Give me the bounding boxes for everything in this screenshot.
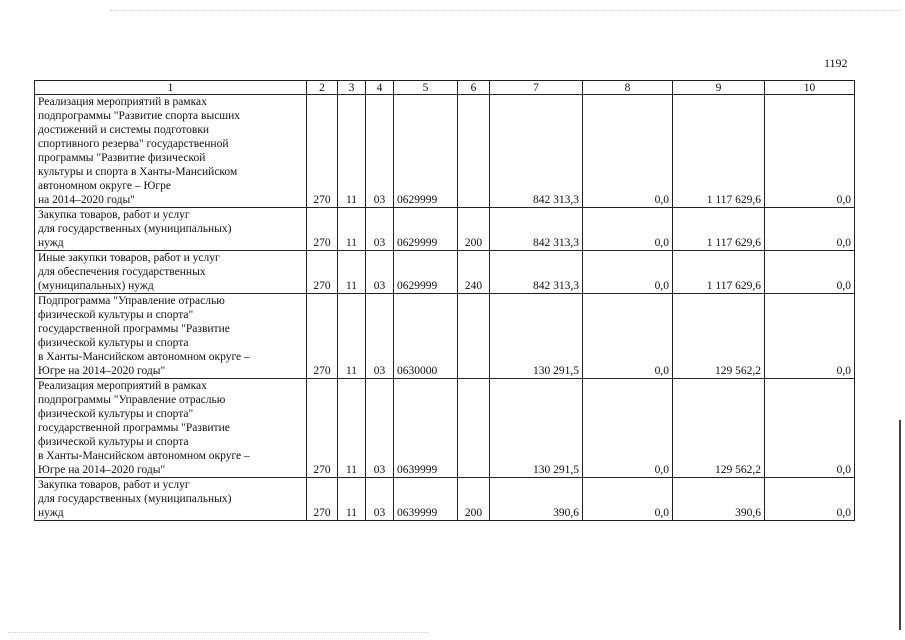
row-name-cell: Закупка товаров, работ и услуг для государственных (муниципальных) нужд [35,478,307,521]
value-cell-c10: 0,0 [765,95,855,208]
value-cell-c9: 129 562,2 [673,294,765,379]
column-header: 5 [394,81,458,95]
value-cell-c9: 1 117 629,6 [673,251,765,294]
column-header: 4 [366,81,394,95]
table-row [35,294,855,379]
value-cell-c9: 1 117 629,6 [673,208,765,251]
value-cell-c7: 842 313,3 [490,95,583,208]
value-cell-c3: 11 [338,95,366,208]
value-cell-c10: 0,0 [765,251,855,294]
value-cell-c2: 270 [307,478,338,521]
column-header: 6 [458,81,490,95]
value-cell-c8: 0,0 [583,251,673,294]
value-cell-c5: 0629999 [394,95,458,208]
row-name-cell: Закупка товаров, работ и услуг для государственных (муниципальных) нужд [35,208,307,251]
value-cell-c4: 03 [366,294,394,379]
column-header: 7 [490,81,583,95]
value-cell-c8: 0,0 [583,95,673,208]
value-cell-c3: 11 [338,294,366,379]
scan-artifact-top [110,10,900,13]
value-cell-c7: 130 291,5 [490,379,583,478]
value-cell-c2: 270 [307,251,338,294]
value-cell-c2: 270 [307,379,338,478]
column-header: 2 [307,81,338,95]
value-cell-c6: 200 [458,478,490,521]
table-row [35,95,855,208]
row-name-cell: Реализация мероприятий в рамках подпрограммы "Управление отраслью физической культуры и спорта" государственной программы "Развитие физической культуры и спорта в Ханты-Мансийском автономном округе – Югре на 2014–2020 годы" [35,379,307,478]
value-cell-c4: 03 [366,251,394,294]
value-cell-c2: 270 [307,294,338,379]
budget-table [34,80,855,521]
column-header: 8 [583,81,673,95]
value-cell-c7: 842 313,3 [490,208,583,251]
column-header: 1 [35,81,307,95]
value-cell-c5: 0629999 [394,251,458,294]
value-cell-c7: 842 313,3 [490,251,583,294]
value-cell-c3: 11 [338,478,366,521]
value-cell-c5: 0639999 [394,478,458,521]
value-cell-c10: 0,0 [765,379,855,478]
row-name-cell: Реализация мероприятий в рамках подпрограммы "Развитие спорта высших достижений и системы подготовки спортивного резерва" государственной программы "Развитие физической культуры и спорта в Ханты-Мансийском автономном округе – Югре на 2014–2020 годы" [35,95,307,208]
value-cell-c8: 0,0 [583,379,673,478]
value-cell-c7: 130 291,5 [490,294,583,379]
value-cell-c4: 03 [366,208,394,251]
value-cell-c8: 0,0 [583,294,673,379]
table-row [35,478,855,521]
value-cell-c6 [458,379,490,478]
value-cell-c4: 03 [366,478,394,521]
table-row [35,251,855,294]
table-row [35,208,855,251]
scan-edge-line [899,420,901,630]
value-cell-c6 [458,294,490,379]
value-cell-c10: 0,0 [765,294,855,379]
table-row [35,379,855,478]
page-number: 1192 [824,56,848,70]
value-cell-c9: 390,6 [673,478,765,521]
value-cell-c10: 0,0 [765,478,855,521]
row-name-cell: Иные закупки товаров, работ и услуг для обеспечения государственных (муниципальных) нужд [35,251,307,294]
column-header: 3 [338,81,366,95]
value-cell-c8: 0,0 [583,208,673,251]
value-cell-c3: 11 [338,251,366,294]
value-cell-c6: 240 [458,251,490,294]
column-header: 9 [673,81,765,95]
value-cell-c8: 0,0 [583,478,673,521]
value-cell-c5: 0639999 [394,379,458,478]
value-cell-c4: 03 [366,95,394,208]
value-cell-c6: 200 [458,208,490,251]
value-cell-c2: 270 [307,208,338,251]
value-cell-c9: 1 117 629,6 [673,95,765,208]
value-cell-c5: 0630000 [394,294,458,379]
column-header: 10 [765,81,855,95]
value-cell-c7: 390,6 [490,478,583,521]
table-header-row [35,81,855,95]
value-cell-c3: 11 [338,379,366,478]
value-cell-c3: 11 [338,208,366,251]
scan-artifact-bottom [8,632,428,635]
value-cell-c9: 129 562,2 [673,379,765,478]
value-cell-c6 [458,95,490,208]
row-name-cell: Подпрограмма "Управление отраслью физической культуры и спорта" государственной программы "Развитие физической культуры и спорта в Ханты-Мансийском автономном округе – Югре на 2014–2020 годы" [35,294,307,379]
value-cell-c2: 270 [307,95,338,208]
value-cell-c4: 03 [366,379,394,478]
value-cell-c10: 0,0 [765,208,855,251]
value-cell-c5: 0629999 [394,208,458,251]
